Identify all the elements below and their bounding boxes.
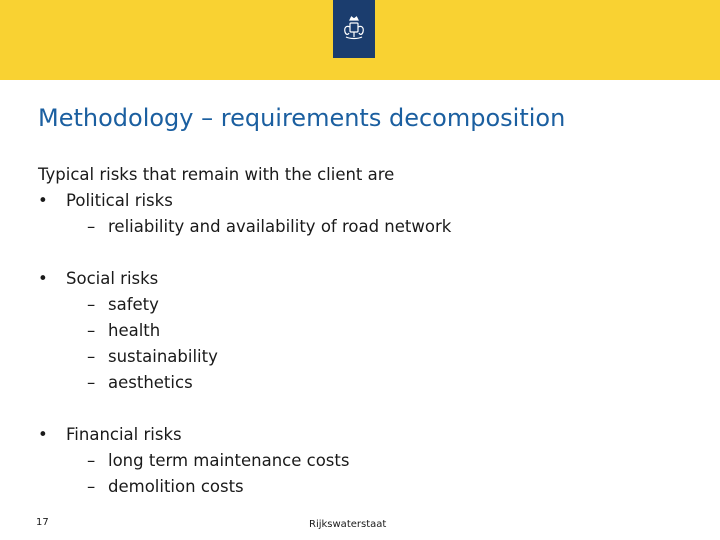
sub-item-text: demolition costs	[108, 477, 244, 496]
dash-marker: –	[87, 295, 96, 314]
coat-of-arms-icon	[341, 15, 367, 43]
sub-item-text: safety	[108, 295, 159, 314]
dash-marker: –	[87, 321, 96, 340]
bullet-item	[38, 266, 698, 292]
dash-marker: –	[87, 217, 96, 236]
sub-item-text: long term maintenance costs	[108, 451, 350, 470]
sub-item	[38, 344, 698, 370]
bullet-marker: •	[38, 269, 48, 288]
sub-item	[38, 214, 698, 240]
sub-item	[38, 474, 698, 500]
slide-title: Methodology – requirements decomposition	[38, 104, 566, 132]
dash-marker: –	[87, 451, 96, 470]
bullet-label: Financial risks	[66, 425, 182, 444]
footer-brand: Rijkswaterstaat	[309, 519, 387, 530]
sub-item-text: reliability and availability of road network	[108, 217, 452, 236]
bullet-marker: •	[38, 425, 48, 444]
intro-text: Typical risks that remain with the client are	[38, 165, 395, 184]
sub-item-text: aesthetics	[108, 373, 193, 392]
sub-item-text: sustainability	[108, 347, 218, 366]
bullet-marker: •	[38, 191, 48, 210]
bullet-label: Social risks	[66, 269, 159, 288]
bullet-item	[38, 188, 698, 214]
dash-marker: –	[87, 373, 96, 392]
sub-item	[38, 292, 698, 318]
sub-item	[38, 448, 698, 474]
bullet-label: Political risks	[66, 191, 173, 210]
bullet-item	[38, 422, 698, 448]
page-number: 17	[36, 517, 49, 528]
dash-marker: –	[87, 477, 96, 496]
logo	[333, 0, 375, 58]
slide-body	[38, 162, 698, 500]
sub-item-text: health	[108, 321, 161, 340]
sub-item	[38, 318, 698, 344]
sub-item	[38, 370, 698, 396]
dash-marker: –	[87, 347, 96, 366]
